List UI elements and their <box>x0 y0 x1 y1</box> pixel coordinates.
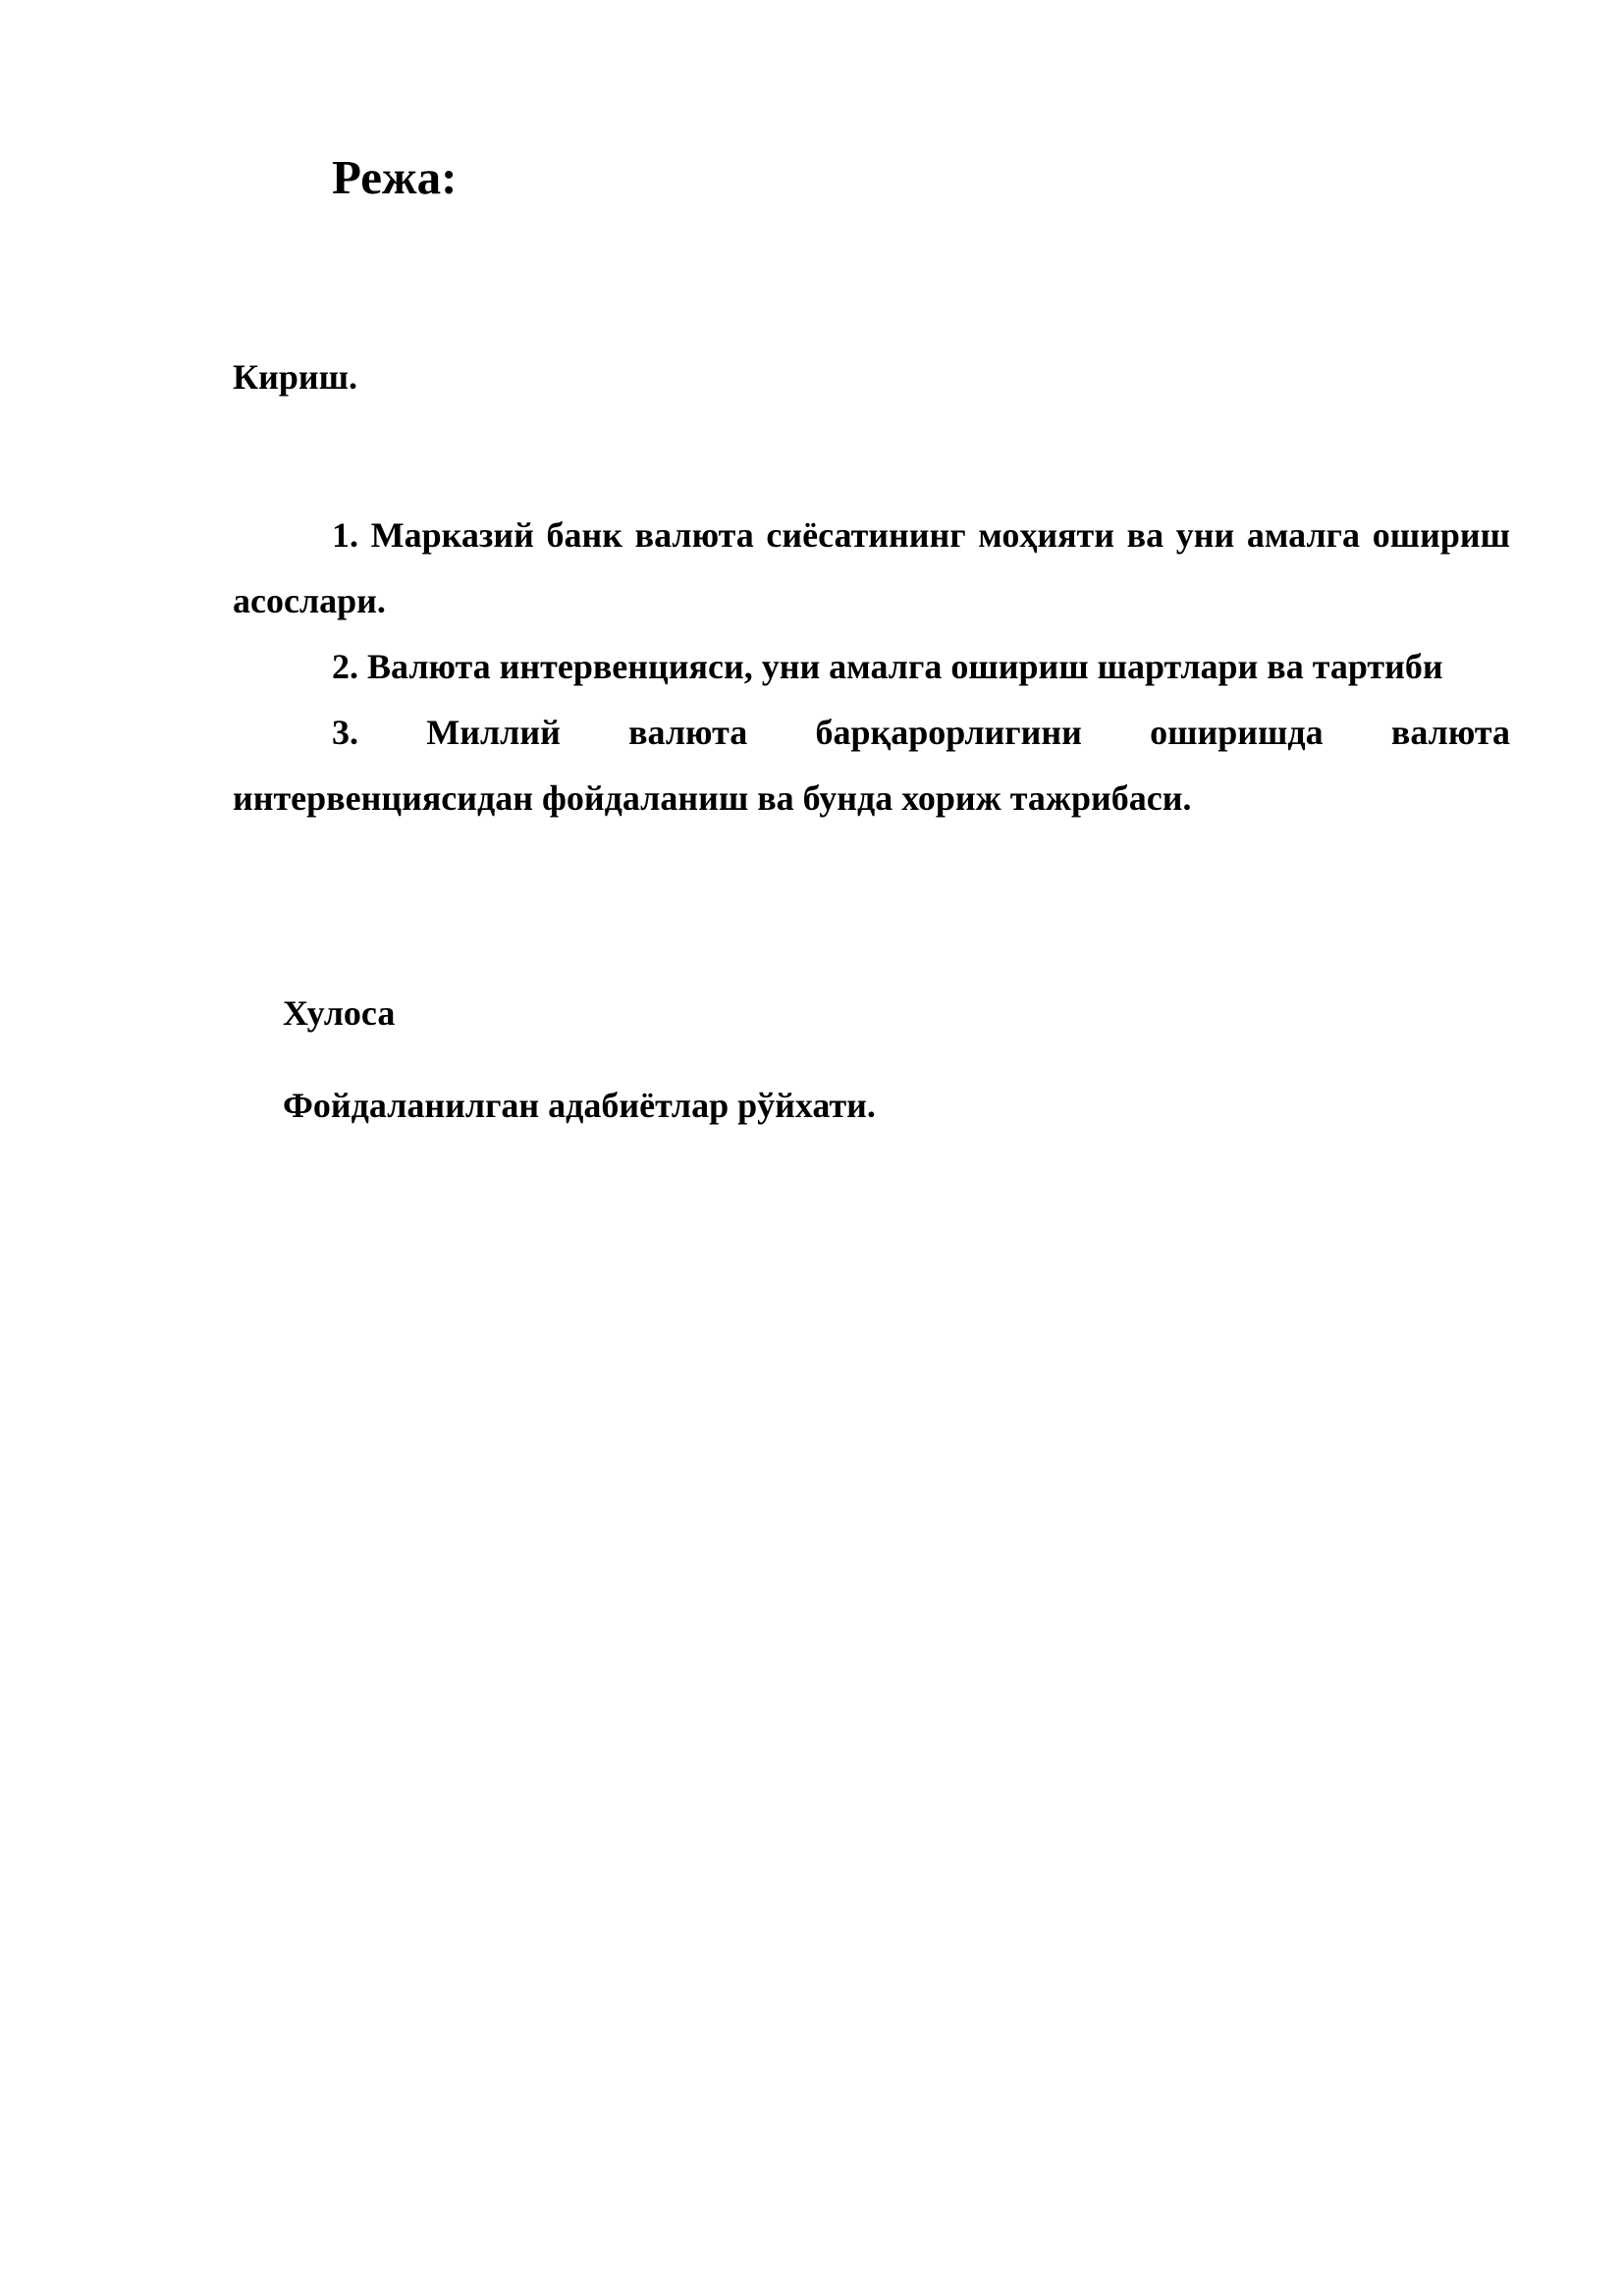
plan-list <box>233 503 1510 831</box>
plan-item: 2. Валюта интервенцияси, уни амалга ошириш шартлари ва тартиби <box>332 647 1443 686</box>
intro-heading: Кириш. <box>233 357 358 397</box>
plan-item: 1. Марказий банк валюта сиёсатининг моҳияти ва уни амалга ошириш асослари. <box>233 515 1510 620</box>
references-heading: Фойдаланилган адабиётлар рўйхати. <box>283 1086 876 1125</box>
plan-item: 3. Миллий валюта барқарорлигини оширишда валюта интервенциясидан фойдаланиш ва бунда хориж тажрибаси. <box>233 713 1510 818</box>
page-title: Режа: <box>332 150 458 204</box>
conclusion-heading: Хулоса <box>283 993 396 1033</box>
